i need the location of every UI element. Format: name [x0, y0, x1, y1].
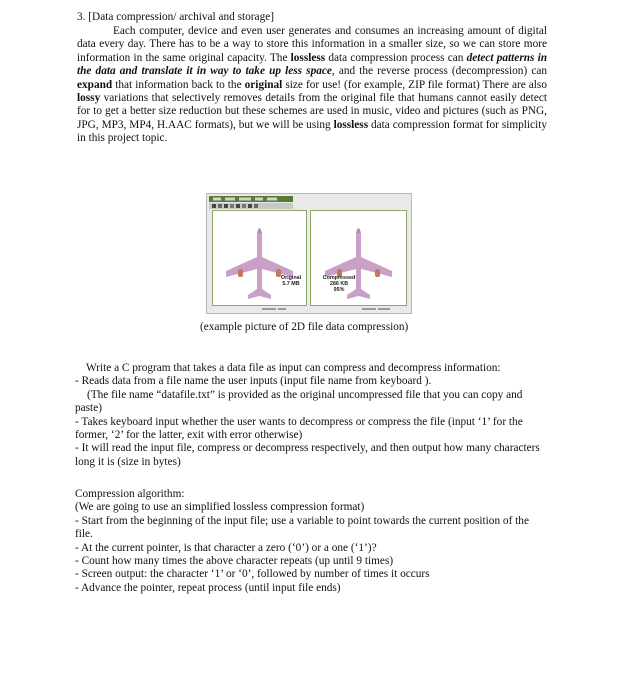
algorithm-step-check: - At the current pointer, is that character a zero (‘0’) or a one (‘1’)?	[75, 541, 377, 554]
figure-toolbar	[209, 196, 293, 210]
original-size: 5.7 MB	[282, 281, 300, 287]
expand-bold: expand	[77, 78, 113, 91]
algorithm-step-start: - Start from the beginning of the input file; use a variable to point towards the current position of the file.	[75, 514, 529, 541]
airplane-icon	[213, 211, 306, 305]
intro-text-7: data compression format for simplicity in this project topic.	[77, 118, 548, 145]
algorithm-note: (We are going to use an simplified lossless compression format)	[75, 501, 365, 514]
lossless-bold-2: lossless	[333, 118, 369, 131]
original-label: Original	[280, 275, 302, 281]
compression-example-figure	[206, 193, 412, 314]
compression-algorithm	[75, 488, 545, 595]
detect-patterns-emphasis: detect patterns in the data and translate it in way to take up less space	[77, 51, 547, 78]
section-heading: 3. [Data compression/ archival and storage]	[77, 11, 274, 23]
task-description	[75, 362, 545, 469]
intro-text-5: size for use! (for example, ZIP file format) There are also	[282, 78, 547, 91]
algorithm-step-count: - Count how many times the above character repeats (up until 9 times)	[75, 555, 394, 568]
original-image-panel	[212, 210, 307, 306]
algorithm-step-output: - Screen output: the character ‘1’ or ‘0’, followed by number of times it occurs	[75, 568, 430, 581]
figure-caption: (example picture of 2D file data compression)	[200, 321, 409, 333]
intro-text-3: , and the reverse process (decompression) can	[331, 65, 547, 78]
task-step-output: - It will read the input file, compress or decompress respectively, and then output how many characters long it is (size in bytes)	[75, 442, 540, 468]
intro-text-1: Each computer, device and even user generates and consumes an increasing amount of digital data every day. There has to be a way to store this information in a smaller size, so we can store more information in the same original capacity. The	[77, 25, 547, 64]
task-step-read-file: - Reads data from a file name the user inputs (input file name from keyboard ).	[75, 375, 432, 388]
original-bold: original	[244, 78, 283, 91]
compression-percent: 95%	[333, 287, 345, 293]
compressed-size: 286 KB	[329, 281, 349, 287]
compressed-image-panel	[310, 210, 407, 306]
lossy-bold: lossy	[77, 92, 101, 105]
algorithm-title: Compression algorithm:	[75, 488, 185, 500]
figure-statusbar	[212, 306, 407, 312]
algorithm-step-advance: - Advance the pointer, repeat process (until input file ends)	[75, 581, 341, 594]
task-datafile-note: (The file name “datafile.txt” is provided as the original uncompressed file that you can copy and paste)	[75, 388, 523, 415]
intro-text-6: variations that selectively removes details from the original file that humans cannot easily detect for to get a better size reduction but these schemes are used in music, video and pictures (such as PNG, JPG, MP3, MP4, H.AAC formats), but we will be using	[77, 92, 547, 131]
intro-paragraph	[77, 25, 547, 146]
compressed-label-block	[317, 275, 361, 293]
original-label-block	[275, 275, 307, 287]
intro-text-2: data compression process can	[325, 51, 467, 64]
task-intro: Write a C program that takes a data file as input can compress and decompress information:	[86, 362, 501, 374]
task-step-keyboard-input: - Takes keyboard input whether the user wants to decompress or compress the file (input ‘1’ for the former, ‘2’ for the latter, exit with error otherwise)	[75, 415, 523, 442]
intro-text-4: that information back to the	[112, 78, 245, 91]
compressed-label: Compressed	[322, 275, 356, 281]
lossless-bold: lossless	[290, 51, 326, 64]
